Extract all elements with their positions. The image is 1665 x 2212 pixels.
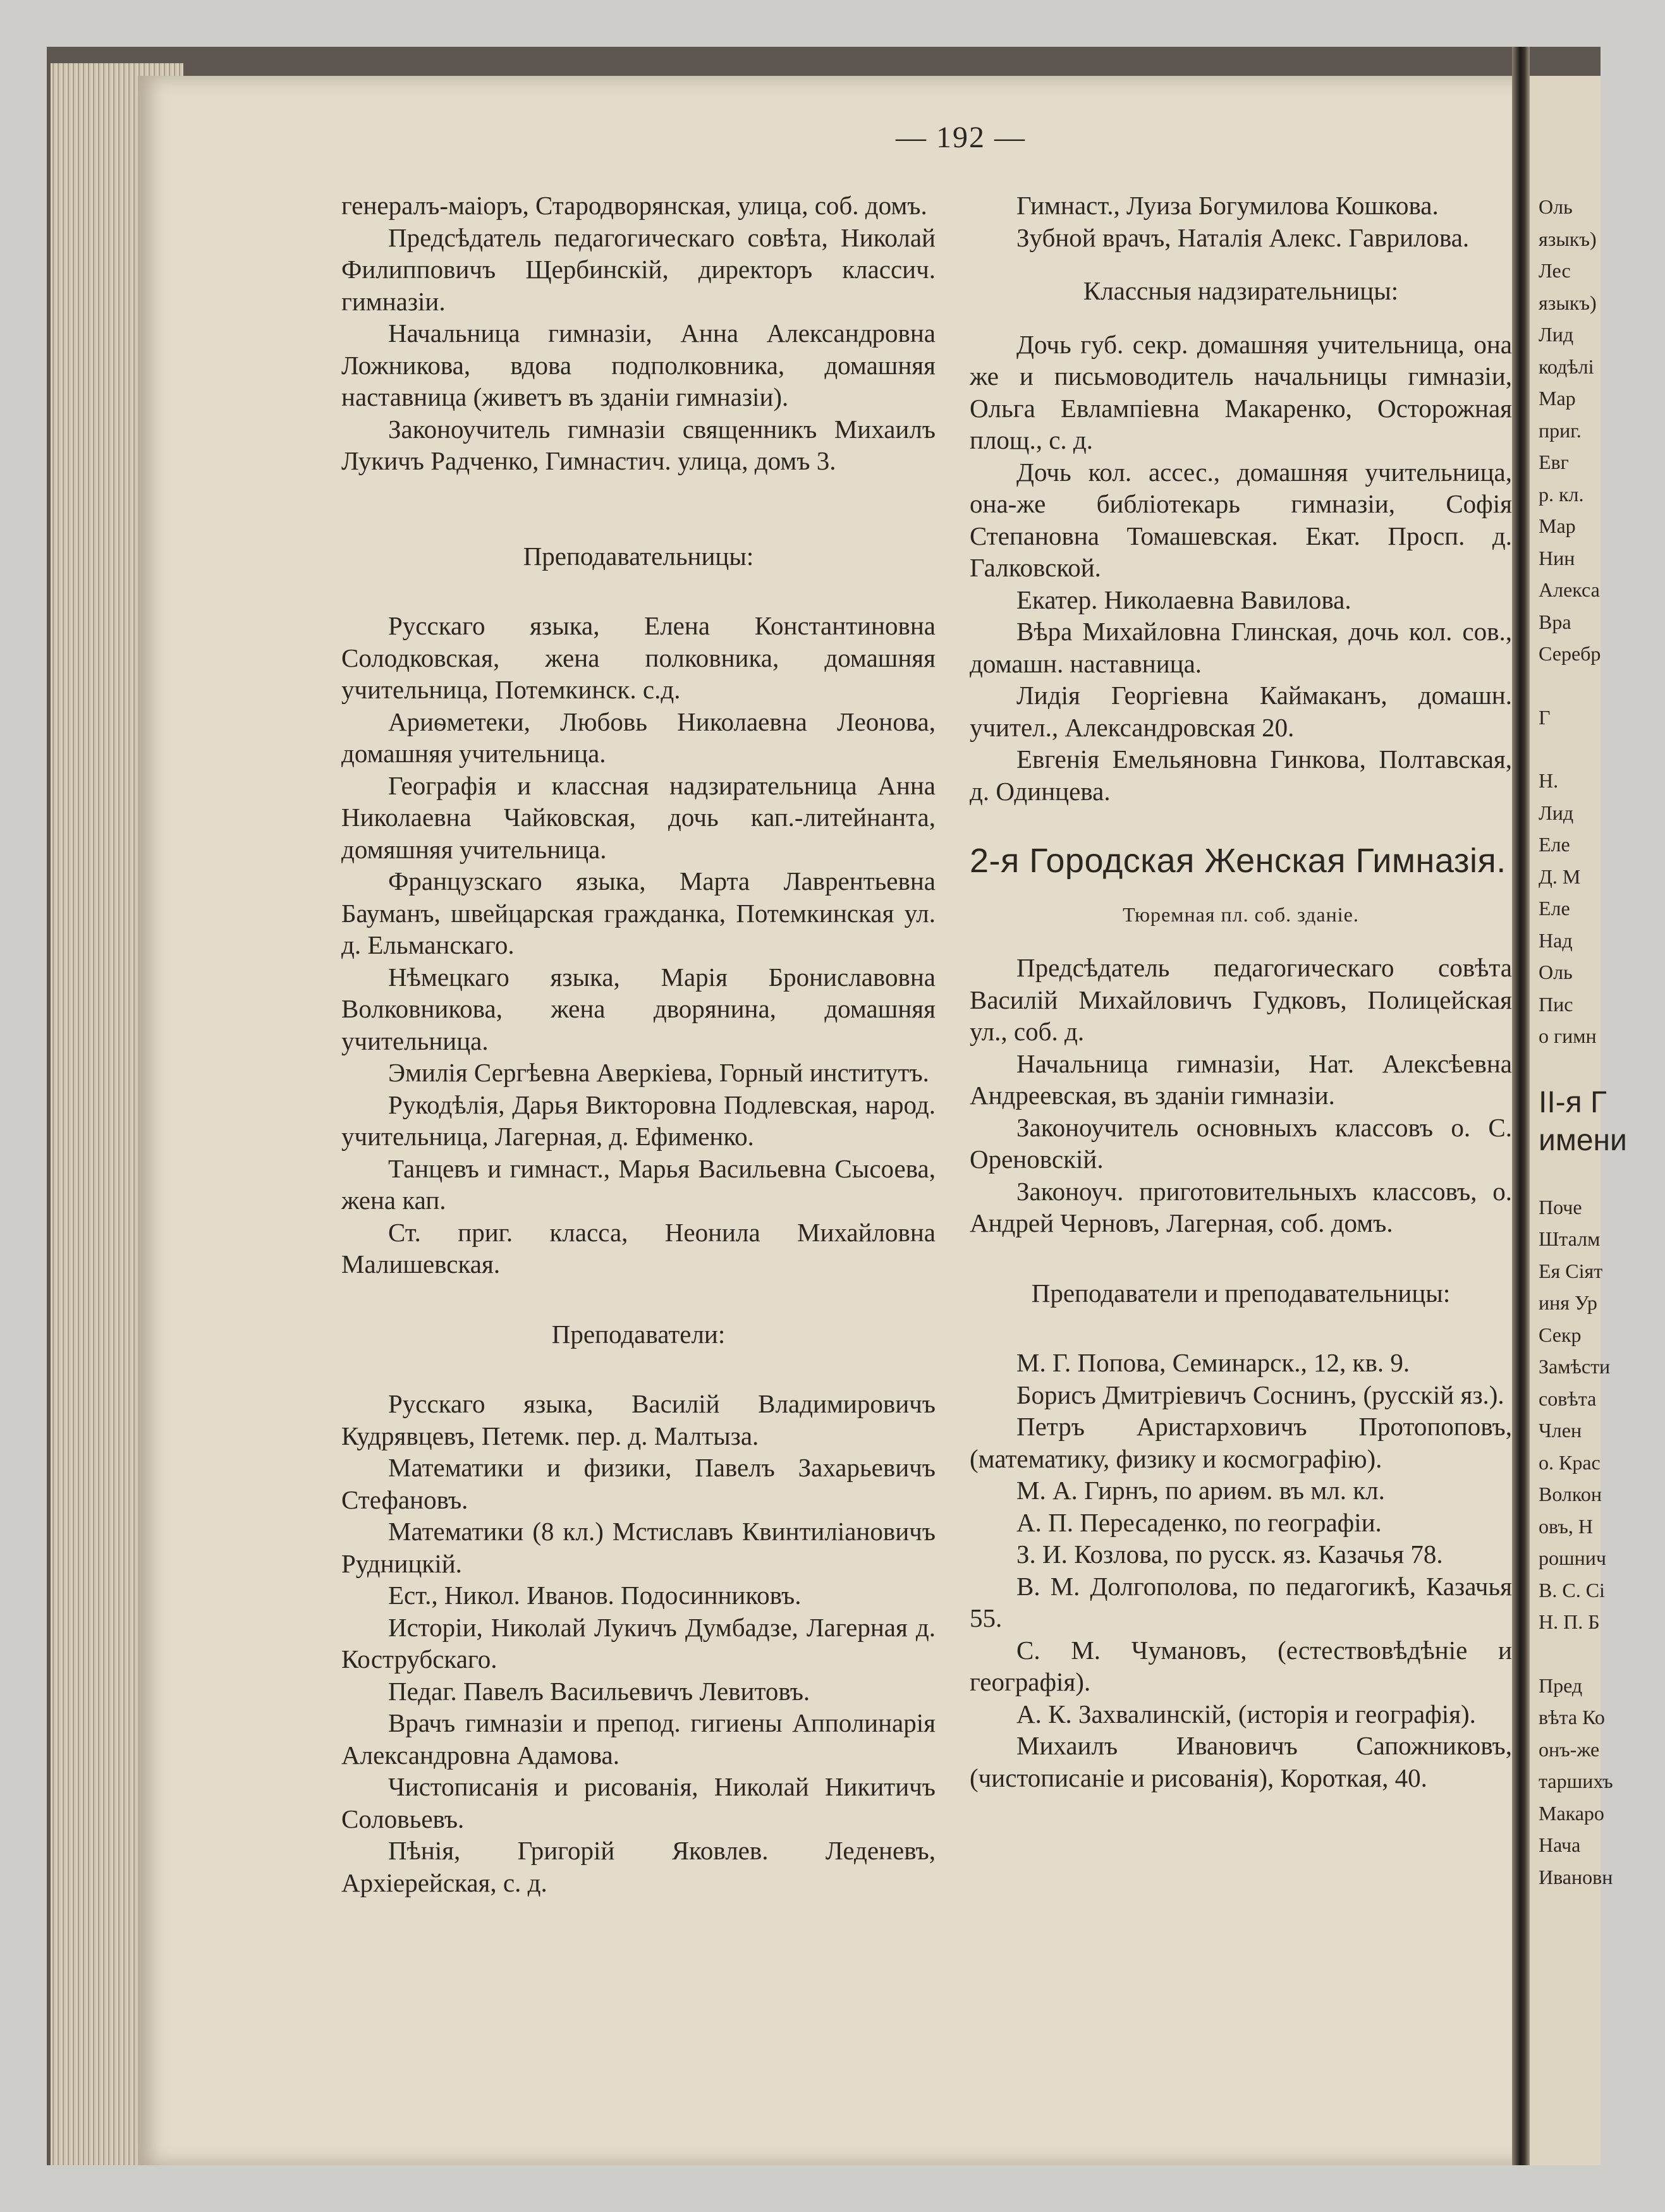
- fragment-line: Оль: [1539, 961, 1573, 983]
- fragment-line: Еле: [1539, 833, 1570, 856]
- paragraph: С. М. Чумановъ, (естествовѣдѣніе и географія).: [970, 1635, 1512, 1696]
- spacer: [341, 572, 936, 610]
- paragraph: Русскаго языка, Елена Константиновна Солодковская, жена полковника, домашняя учительница, Потемкинск. с.д.: [341, 611, 936, 704]
- fragment-line: приг.: [1539, 418, 1582, 442]
- section-heading: Преподаватели и преподавательницы:: [1031, 1278, 1451, 1308]
- spacer: [341, 477, 936, 540]
- spacer: [970, 307, 1512, 329]
- paragraph: Евгенія Емельяновна Гинкова, Полтавская, д. Одинцева.: [970, 744, 1512, 806]
- fragment-line: овъ, Н: [1539, 1514, 1593, 1538]
- paragraph: Чистописанія и рисованія, Николай Никитичъ Соловьевъ.: [341, 1772, 936, 1833]
- spacer: [1539, 733, 1665, 765]
- paragraph: Эмилія Сергѣевна Аверкіева, Горный институтъ.: [388, 1058, 929, 1087]
- fragment-line: Серебр: [1539, 642, 1601, 665]
- spacer: [970, 1309, 1512, 1347]
- fragment-title: II-я Г: [1539, 1085, 1607, 1119]
- spacer: [970, 1239, 1512, 1277]
- fragment-title: имени: [1539, 1123, 1627, 1157]
- fragment-line: о гимн: [1539, 1024, 1597, 1047]
- section-heading: Преподаватели:: [551, 1319, 726, 1349]
- paragraph: Вѣра Михайловна Глинская, дочь кол. сов., домашн. наставница.: [970, 617, 1512, 678]
- paragraph: Начальница гимназіи, Анна Александровна Ложникова, вдова подполковника, домашняя наставница (живетъ въ зданіи гимназіи).: [341, 319, 936, 411]
- spacer: [970, 877, 1512, 899]
- paragraph: Нѣмецкаго языка, Марія Брониславовна Волковникова, жена дворянина, домашняя учительница.: [341, 962, 936, 1055]
- paragraph: А. К. Захвалинскій, (исторія и географія).: [1016, 1699, 1476, 1729]
- fragment-line: рошнич: [1539, 1547, 1606, 1569]
- paragraph: Законоучитель гимназіи священникъ Михаилъ Лукичъ Радченко, Гимнастич. улица, домъ 3.: [341, 414, 936, 475]
- paragraph: Математики и физики, Павелъ Захарьевичъ Стефановъ.: [341, 1453, 936, 1514]
- fragment-line: таршихъ: [1539, 1770, 1613, 1792]
- fragment-line: иня Ур: [1539, 1291, 1597, 1314]
- paragraph: З. И. Козлова, по русск. яз. Казачья 78.: [1016, 1540, 1443, 1569]
- fragment-line: Шталм: [1539, 1227, 1601, 1250]
- next-page-column: [1539, 191, 1665, 1893]
- next-page-fragment: [1530, 76, 1627, 2165]
- fragment-line: В. С. Сі: [1539, 1578, 1605, 1601]
- paragraph: А. П. Пересаденко, по географіи.: [1016, 1507, 1382, 1537]
- fragment-line: Лид: [1539, 801, 1574, 824]
- fragment-line: Мар: [1539, 514, 1576, 537]
- paragraph: В. М. Долгополова, по педагогикѣ, Казачья 55.: [970, 1571, 1512, 1632]
- paragraph: Законоуч. приготовительныхъ классовъ, о. Андрей Черновъ, Лагерная, соб. домъ.: [970, 1176, 1512, 1237]
- address-line: Тюремная пл. соб. зданіе.: [1123, 902, 1359, 926]
- fragment-line: Ея Сіят: [1539, 1259, 1603, 1282]
- section-heading: Классныя надзирательницы:: [1083, 276, 1399, 305]
- fragment-line: Нин: [1539, 546, 1575, 569]
- paragraph: Предсѣдатель педагогическаго совѣта, Николай Филипповичъ Щербинскій, директоръ классич. гимназіи.: [341, 222, 936, 316]
- paragraph: Екатер. Николаевна Вавилова.: [1016, 585, 1351, 614]
- paragraph: Лидія Георгіевна Каймаканъ, домашн. учител., Александровская 20.: [970, 681, 1512, 742]
- school-title: 2-я Городская Женская Гимназія.: [970, 842, 1506, 880]
- fragment-line: Мар: [1539, 387, 1576, 410]
- paragraph: Ариѳметеки, Любовь Николаевна Леонова, домашняя учительница.: [341, 707, 936, 768]
- paragraph: Предсѣдатель педагогическаго совѣта Василій Михайловичъ Гудковъ, Полицейская ул., соб. д.: [970, 953, 1512, 1046]
- fragment-line: Макаро: [1539, 1801, 1604, 1825]
- spacer: [1539, 1638, 1665, 1670]
- spacer: [970, 807, 1512, 845]
- spacer: [1539, 1160, 1665, 1191]
- paragraph: Танцевъ и гимнаст., Марья Васильевна Сысоева, жена кап.: [341, 1153, 936, 1215]
- fragment-line: Волкон: [1539, 1483, 1602, 1505]
- fragment-line: Лес: [1539, 259, 1571, 282]
- left-column: [341, 190, 936, 1899]
- paragraph: Педаг. Павелъ Васильевичъ Левитовъ.: [388, 1676, 810, 1706]
- fragment-line: Вра: [1539, 610, 1571, 633]
- fragment-line: Д. М: [1539, 865, 1581, 888]
- paragraph: Дочь губ. секр. домашняя учительница, она же и письмоводитель начальницы гимназіи, Ольга Евлампіевна Макаренко, Осторожная площ., с. д.: [970, 329, 1512, 454]
- paragraph: Гимнаст., Луиза Богумилова Кошкова.: [1016, 191, 1439, 220]
- book-gutter: [1512, 47, 1530, 2165]
- fragment-line: вѣта Ко: [1539, 1706, 1605, 1729]
- paragraph: М. Г. Попова, Семинарск., 12, кв. 9.: [1016, 1348, 1410, 1377]
- paragraph: Математики (8 кл.) Мстиславъ Квинтиліановичъ Рудницкій.: [341, 1517, 936, 1578]
- fragment-line: Ивановн: [1539, 1865, 1613, 1888]
- fragment-line: Член: [1539, 1419, 1582, 1442]
- fragment-line: совѣта: [1539, 1387, 1597, 1410]
- paragraph: Зубной врачъ, Наталія Алекс. Гаврилова.: [1016, 222, 1470, 252]
- fragment-line: р. кл.: [1539, 482, 1584, 506]
- paragraph: М. А. Гирнъ, по ариѳм. въ мл. кл.: [1016, 1476, 1385, 1505]
- paragraph: Исторіи, Николай Лукичъ Думбадзе, Лагерная д. Кострубскаго.: [341, 1612, 936, 1674]
- fragment-line: языкъ): [1539, 227, 1597, 250]
- paragraph: Ст. приг. класса, Неонила Михайловна Малишевская.: [341, 1217, 936, 1279]
- paragraph: Законоучитель основныхъ классовъ о. С. Ореновскій.: [970, 1112, 1512, 1174]
- fragment-line: Евг: [1539, 451, 1569, 473]
- spacer: [970, 253, 1512, 275]
- fragment-line: Г: [1539, 705, 1551, 729]
- fragment-line: Еле: [1539, 897, 1570, 920]
- fragment-line: Н. П. Б: [1539, 1610, 1600, 1633]
- fragment-line: Секр: [1539, 1323, 1582, 1346]
- fragment-line: Оль: [1539, 195, 1573, 218]
- page-number: — 192 —: [896, 121, 1026, 154]
- spacer: [1539, 670, 1665, 702]
- fragment-line: Лид: [1539, 323, 1574, 346]
- spacer: [1539, 1052, 1665, 1084]
- bottom-margin: [47, 2165, 1601, 2212]
- fragment-line: Алекса: [1539, 578, 1600, 601]
- spacer: [341, 1280, 936, 1318]
- fragment-line: Поче: [1539, 1195, 1582, 1218]
- fragment-line: Н.: [1539, 769, 1559, 792]
- fragment-line: Пред: [1539, 1674, 1583, 1697]
- spacer: [970, 930, 1512, 952]
- right-column: [970, 190, 1512, 1794]
- paragraph: Борисъ Дмитріевичъ Соснинъ, (русскій яз.).: [1016, 1380, 1504, 1409]
- paragraph: Михаилъ Ивановичъ Сапожниковъ, (чистописаніе и рисованія), Короткая, 40.: [970, 1731, 1512, 1792]
- fragment-line: Над: [1539, 928, 1573, 952]
- fragment-line: языкъ): [1539, 291, 1597, 314]
- paragraph: Петръ Аристарховичъ Протопоповъ, (математику, физику и космографію).: [970, 1412, 1512, 1473]
- fragment-line: онъ-же: [1539, 1737, 1600, 1761]
- paragraph: Французскаго языка, Марта Лаврентьевна Бауманъ, швейцарская гражданка, Потемкинская ул. д. Ельманскаго.: [341, 866, 936, 959]
- section-heading: Преподавательницы:: [523, 541, 754, 571]
- paragraph: генералъ-маіоръ, Стародворянская, улица, соб. домъ.: [341, 191, 927, 220]
- fragment-line: кодѣлі: [1539, 355, 1594, 378]
- paragraph: Ест., Никол. Иванов. Подосинниковъ.: [388, 1581, 802, 1610]
- fragment-line: Пис: [1539, 992, 1573, 1016]
- paragraph: Рукодѣлія, Дарья Викторовна Подлевская, народ. учительница, Лагерная, д. Ефименко.: [341, 1090, 936, 1151]
- fragment-line: Нача: [1539, 1833, 1581, 1856]
- paragraph: Географія и классная надзирательница Анна Николаевна Чайковская, дочь кап.-литейнанта, домяшняя учительница.: [341, 770, 936, 864]
- fragment-line: Замѣсти: [1539, 1355, 1611, 1378]
- paragraph: Начальница гимназіи, Нат. Алексѣевна Андреевская, въ зданіи гимназіи.: [970, 1048, 1512, 1110]
- paragraph: Русскаго языка, Василій Владимировичъ Кудрявцевъ, Петемк. пер. д. Малтыза.: [341, 1389, 936, 1450]
- paragraph: Врачъ гимназіи и препод. гигиены Апполинарія Александровна Адамова.: [341, 1708, 936, 1770]
- spacer: [341, 1350, 936, 1388]
- paragraph: Дочь кол. ассес., домашняя учительница, она-же библіотекарь гимназіи, Софія Степановна Томашевская. Екат. Просп. д. Галковской.: [970, 457, 1512, 582]
- fragment-line: о. Крас: [1539, 1450, 1601, 1474]
- paragraph: Пѣнія, Григорій Яковлев. Леденевъ, Архіерейская, с. д.: [341, 1836, 936, 1897]
